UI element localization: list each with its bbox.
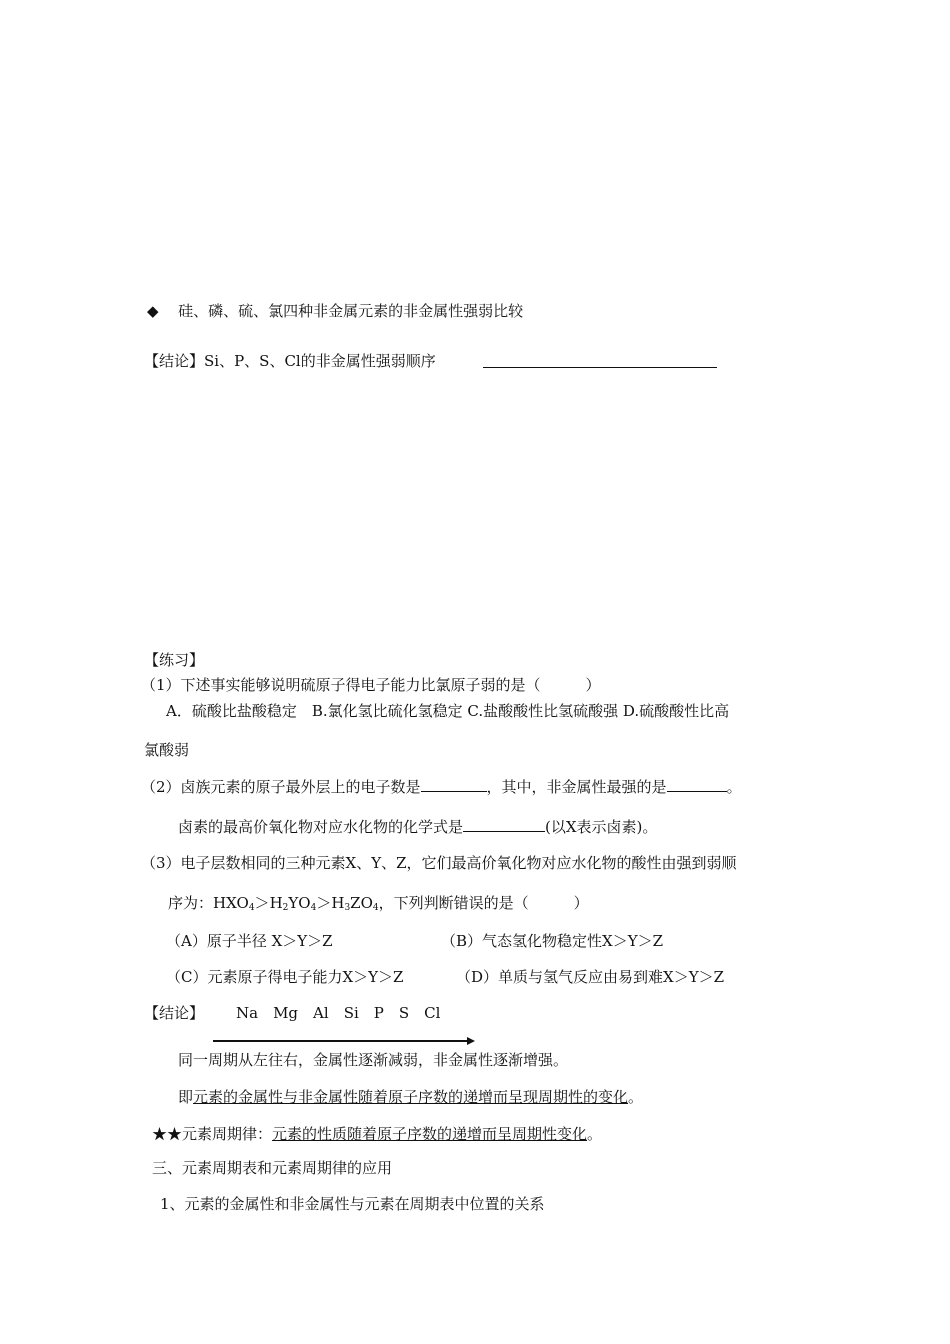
conclusion-1-text: 【结论】Si、P、S、Cl的非金属性强弱顺序 xyxy=(144,352,436,370)
q2-blank-strongest-nonmetal[interactable] xyxy=(667,777,727,792)
right-arrow-icon xyxy=(213,1037,475,1045)
q3-stem: （3）电子层数相同的三种元素X、Y、Z，它们最高价氧化物对应水化物的酸性由强到弱顺 xyxy=(141,854,737,872)
q1-stem: （1）下述事实能够说明硫原子得电子能力比氯原子弱的是（ ） xyxy=(141,676,601,694)
q2-line-2 xyxy=(178,817,657,837)
q3-option-a: （A）原子半径 X＞Y＞Z xyxy=(166,932,333,950)
periodic-law-prefix: ★★元素周期律： xyxy=(152,1125,273,1143)
practice-heading: 【练习】 xyxy=(144,651,205,669)
q2-blank-electron-count[interactable] xyxy=(421,777,487,792)
q2-part-2: ，其中，非金属性最强的是 xyxy=(486,778,667,796)
q3-option-c: （C）元素原子得电子能力X＞Y＞Z xyxy=(166,968,404,986)
q2-part-3: 。 xyxy=(726,778,742,796)
q1-options: A．硫酸比盐酸稳定 B.氯化氢比硫化氢稳定 C.盐酸酸性比氢硫酸强 D.硫酸酸性比高 xyxy=(166,702,730,720)
element-mg: Mg xyxy=(273,1004,299,1022)
q2-line-1 xyxy=(141,777,742,797)
q2-line-2-b: (以X表示卤素)。 xyxy=(545,818,658,836)
q3-option-d: （D）单质与氢气反应由易到难X＞Y＞Z xyxy=(456,968,725,986)
q3-option-b: （B）气态氢化物稳定性X＞Y＞Z xyxy=(441,932,664,950)
q3-seq-prefix: 序为： xyxy=(168,894,214,912)
law-prefix: 即 xyxy=(178,1088,194,1106)
q3-sequence: 序为：$HXO_4>H_2YO_4>H_3ZO_4$，下列判断错误的是（ ） xyxy=(168,894,589,913)
diamond-bullet-icon: ◆ xyxy=(147,302,159,320)
q3-acid-z: $H_3ZO_4$ xyxy=(331,894,379,913)
q2-line-2-a: 卤素的最高价氧化物对应水化物的化学式是 xyxy=(178,818,464,836)
law-suffix: 。 xyxy=(628,1088,644,1106)
q3-seq-suffix: ，下列判断错误的是（ ） xyxy=(378,894,589,912)
element-al: Al xyxy=(313,1004,329,1022)
q3-acid-x: $HXO_4$ xyxy=(213,894,255,913)
periodic-law xyxy=(152,1124,602,1144)
law-underlined: 元素的金属性与非金属性随着原子序数的递增而呈现周期性的变化 xyxy=(193,1088,629,1106)
section-heading-text: 硅、磷、硫、氯四种非金属元素的非金属性强弱比较 xyxy=(178,302,524,320)
conclusion-2-law xyxy=(178,1087,643,1107)
element-p: P xyxy=(373,1004,384,1022)
element-row xyxy=(236,1003,440,1023)
conclusion-1-answer-blank[interactable] xyxy=(483,367,717,368)
periodic-law-underlined: 元素的性质随着原子序数的递增而呈周期性变化 xyxy=(272,1125,588,1143)
item-1: 1、元素的金属性和非金属性与元素在周期表中位置的关系 xyxy=(160,1195,545,1213)
periodic-law-suffix: 。 xyxy=(587,1125,603,1143)
conclusion-2-label: 【结论】 xyxy=(144,1004,205,1022)
element-cl: Cl xyxy=(424,1004,441,1022)
q3-acid-y: $H_2YO_4$ xyxy=(269,894,317,913)
q2-blank-formula[interactable] xyxy=(463,817,545,832)
element-s: S xyxy=(398,1004,410,1022)
section-3-title: 三、元素周期表和元素周期律的应用 xyxy=(152,1159,393,1177)
conclusion-2-trend: 同一周期从左往右，金属性逐渐减弱，非金属性逐渐增强。 xyxy=(178,1051,569,1069)
element-si: Si xyxy=(343,1004,359,1022)
section-heading xyxy=(147,301,523,321)
conclusion-1 xyxy=(144,351,436,371)
q1-options-continued: 氯酸弱 xyxy=(144,741,190,759)
element-na: Na xyxy=(236,1004,259,1022)
q2-part-1: （2）卤族元素的原子最外层上的电子数是 xyxy=(141,778,421,796)
